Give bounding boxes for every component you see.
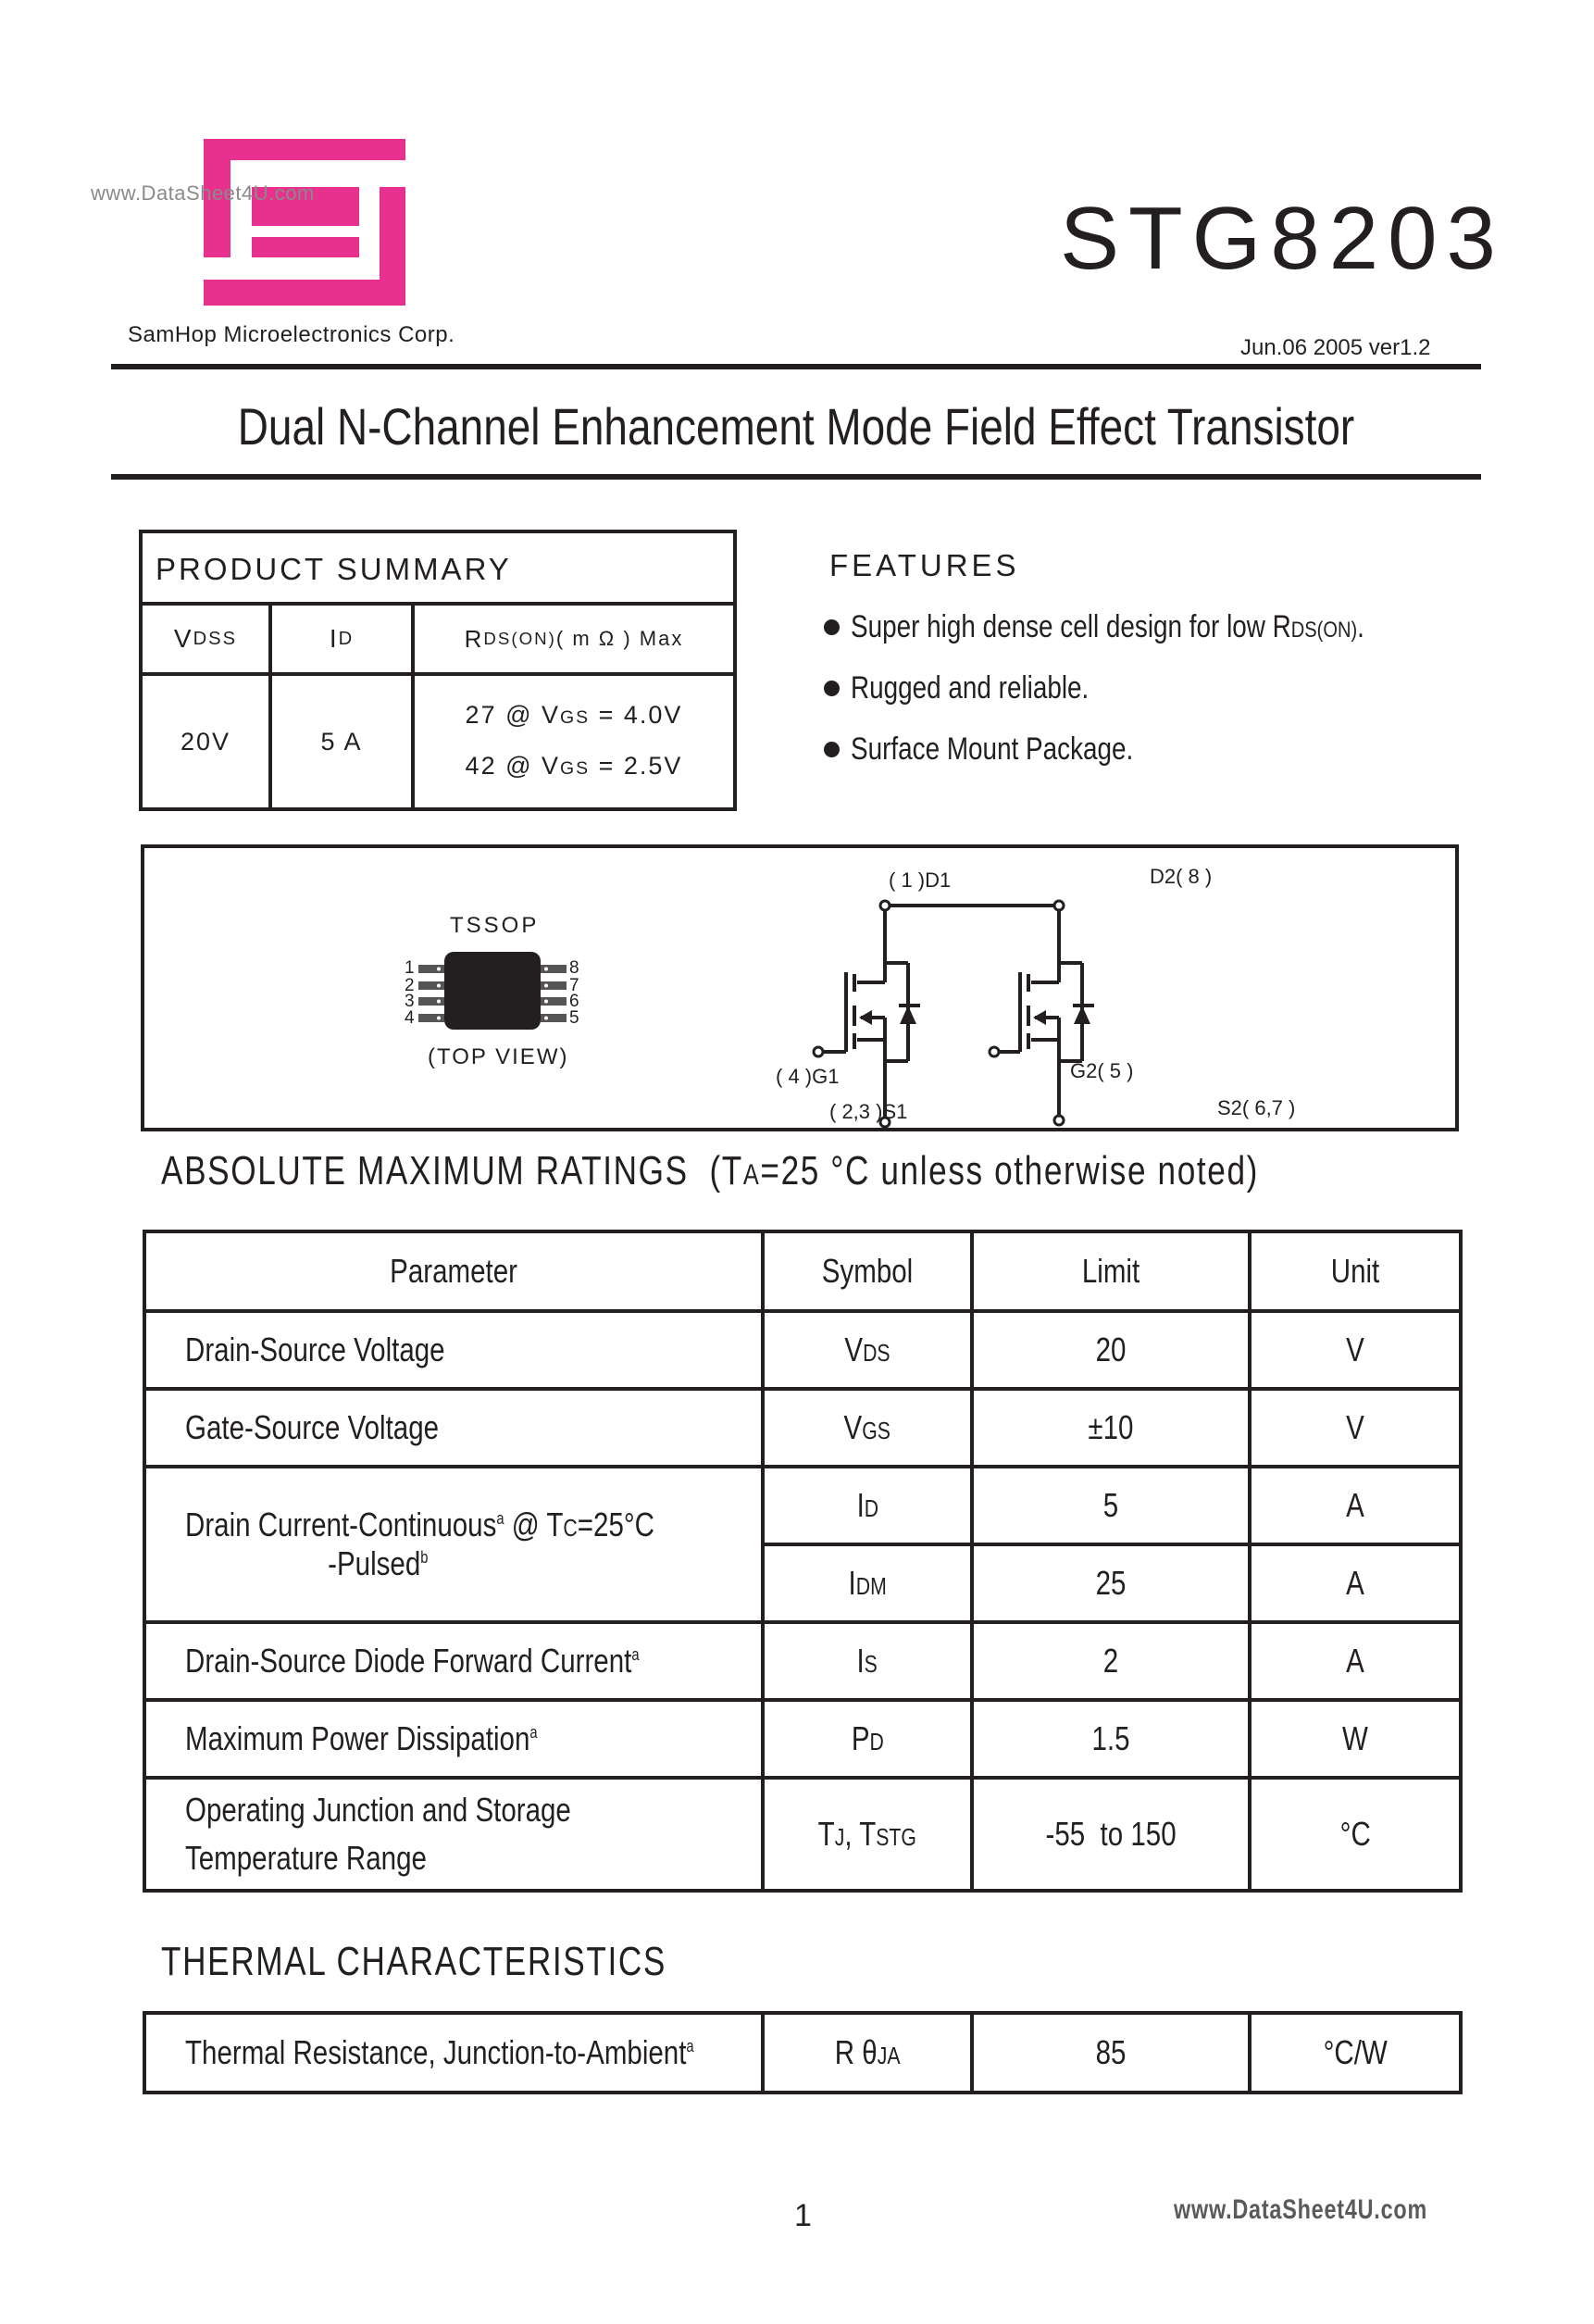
ps-header-rdson-unit: ( m Ω ) Max <box>555 627 684 650</box>
vgs-condition: = 4.0V <box>590 701 683 729</box>
cell-unit: °C <box>1250 1778 1461 1891</box>
header-limit: Limit <box>972 1231 1250 1311</box>
cell-symbol: IS <box>763 1622 972 1700</box>
svg-text:7: 7 <box>569 976 579 995</box>
bullet-icon <box>824 619 840 635</box>
pin-label-s2: S2( 6,7 ) <box>1217 1096 1296 1119</box>
cell-symbol: PD <box>763 1700 972 1778</box>
rdson-value: 42 <box>465 752 497 780</box>
cell-unit: V <box>1250 1389 1461 1467</box>
cell-parameter: Operating Junction and Storage Temperature Range <box>144 1778 763 1891</box>
company-name: SamHop Microelectronics Corp. <box>128 322 455 347</box>
ps-header-rdson-main: R <box>464 624 484 653</box>
document-title: Dual N-Channel Enhancement Mode Field Effect Transistor <box>237 397 1355 456</box>
table-row <box>144 1700 1461 1778</box>
cell-unit: A <box>1250 1622 1461 1700</box>
svg-text:4: 4 <box>405 1008 415 1028</box>
ps-header-vdss-main: V <box>173 624 193 653</box>
cell-symbol: VDS <box>763 1311 972 1389</box>
feature-text: Surface Mount Package. <box>851 731 1134 767</box>
watermark-top[interactable]: www.DataSheet4U.com <box>91 181 315 205</box>
page-number: 1 <box>794 2198 812 2233</box>
pin-label-g1: ( 4 )G1 <box>776 1065 840 1088</box>
cell-limit: 5 <box>972 1467 1250 1544</box>
cell-symbol: IDM <box>763 1544 972 1622</box>
vgs-main: V <box>542 701 561 729</box>
ps-value-rdson <box>415 676 733 807</box>
ps-header-rdson <box>415 606 733 676</box>
header-unit: Unit <box>1250 1231 1461 1311</box>
pin-label-d2: D2( 8 ) <box>1150 865 1213 888</box>
pin-label-g2: G2( 5 ) <box>1070 1059 1134 1082</box>
abs-max-condition-post: =25 °C unless otherwise noted) <box>760 1148 1259 1193</box>
table-header-row <box>144 1231 1461 1311</box>
cell-limit: 2 <box>972 1622 1250 1700</box>
cell-unit: V <box>1250 1311 1461 1389</box>
ps-col-rdson <box>411 606 733 811</box>
header-parameter: Parameter <box>144 1231 763 1311</box>
feature-item <box>824 731 1195 768</box>
abs-max-heading: ABSOLUTE MAXIMUM RATINGS <box>161 1148 689 1193</box>
product-summary-table <box>139 530 737 811</box>
top-rule <box>111 364 1481 369</box>
vgs-main: V <box>542 752 561 780</box>
ps-header-id-sub: D <box>338 628 355 649</box>
pin-label: 1 <box>405 958 415 978</box>
svg-text:2: 2 <box>405 976 415 995</box>
samhop-logo <box>204 139 405 306</box>
rdson-at: @ <box>496 752 542 780</box>
ps-header-vdss-sub: DSS <box>193 628 238 649</box>
cell-limit: -55 to 150 <box>972 1778 1250 1891</box>
thermal-title: THERMAL CHARACTERISTICS <box>161 1939 666 1984</box>
part-number: STG8203 <box>1060 189 1505 288</box>
feature-tail: . <box>1357 609 1364 644</box>
cell-symbol: R θJA <box>763 2013 972 2093</box>
dual-mosfet-schematic <box>755 848 1459 1131</box>
table-row <box>144 2013 1461 2093</box>
cell-unit: A <box>1250 1467 1461 1544</box>
table-row <box>144 1467 1461 1544</box>
watermark-bottom[interactable]: www.DataSheet4U.com <box>1174 2194 1428 2225</box>
rdson-value: 27 <box>465 701 497 729</box>
feature-sub: DS(ON) <box>1290 618 1358 643</box>
cell-parameter: Drain-Source Diode Forward Current$^a$ <box>144 1622 763 1700</box>
table-row <box>144 1622 1461 1700</box>
table-row <box>144 1778 1461 1891</box>
cell-unit: W <box>1250 1700 1461 1778</box>
cell-unit: A <box>1250 1544 1461 1622</box>
rdson-row-2 <box>466 742 683 793</box>
cell-parameter-drain-current: Drain Current-Continuous$^a$ @ TC=25°C -Pulsed$^b$ <box>144 1467 763 1622</box>
header-symbol: Symbol <box>763 1231 972 1311</box>
ps-col-vdss <box>143 606 268 811</box>
cell-symbol: VGS <box>763 1389 972 1467</box>
cell-limit: 20 <box>972 1311 1250 1389</box>
ps-header-id <box>272 606 411 676</box>
pin-label-s1: ( 2,3 )S1 <box>829 1100 908 1123</box>
cell-limit: 1.5 <box>972 1700 1250 1778</box>
revision-date: Jun.06 2005 ver1.2 <box>1240 335 1431 360</box>
feature-item <box>824 609 1477 645</box>
abs-max-title <box>161 1148 1259 1194</box>
svg-text:8: 8 <box>569 958 579 978</box>
abs-max-condition-sub: A <box>742 1157 761 1191</box>
rdson-at: @ <box>496 701 542 729</box>
thermal-characteristics-table <box>143 2011 1463 2094</box>
cell-symbol: TJ, TSTG <box>763 1778 972 1891</box>
cell-limit: ±10 <box>972 1389 1250 1467</box>
ps-vdss-value: 20V <box>180 728 231 756</box>
abs-max-condition: (T <box>709 1148 743 1193</box>
rdson-row-1 <box>466 691 683 742</box>
svg-text:3: 3 <box>405 992 415 1011</box>
ps-value-vdss <box>143 676 268 807</box>
ps-id-value: 5 A <box>320 728 363 756</box>
package-diagram-box <box>141 844 1459 1131</box>
cell-symbol: ID <box>763 1467 972 1544</box>
vgs-condition: = 2.5V <box>590 752 683 780</box>
table-row <box>144 1389 1461 1467</box>
package-view-label: (TOP VIEW) <box>428 1044 569 1069</box>
feature-item <box>824 670 1141 706</box>
ps-header-rdson-sub: DS(ON) <box>483 629 556 648</box>
features-title: FEATURES <box>829 548 1020 582</box>
feature-text: Super high dense cell design for low R <box>851 609 1291 644</box>
vgs-sub: GS <box>560 758 591 779</box>
vgs-sub: GS <box>560 707 591 728</box>
ps-value-id <box>272 676 411 807</box>
package-name: TSSOP <box>450 913 540 938</box>
table-row <box>144 1311 1461 1389</box>
ps-header-vdss <box>143 606 268 676</box>
product-summary-title: PRODUCT SUMMARY <box>143 533 733 606</box>
pin-label-d1: ( 1 )D1 <box>889 868 952 892</box>
ps-header-id-main: I <box>329 624 339 653</box>
feature-text: Rugged and reliable. <box>851 670 1090 706</box>
svg-text:5: 5 <box>569 1008 579 1028</box>
ps-col-id <box>268 606 411 811</box>
cell-parameter: Drain-Source Voltage <box>144 1311 763 1389</box>
tssop-chip-icon <box>391 941 594 1043</box>
bullet-icon <box>824 681 840 696</box>
bullet-icon <box>824 742 840 757</box>
cell-parameter: Gate-Source Voltage <box>144 1389 763 1467</box>
cell-unit: °C/W <box>1250 2013 1461 2093</box>
cell-limit: 85 <box>972 2013 1250 2093</box>
absolute-max-ratings-table <box>143 1230 1463 1893</box>
title-rule <box>111 474 1481 480</box>
cell-limit: 25 <box>972 1544 1250 1622</box>
cell-parameter: Maximum Power Dissipation$^a$ <box>144 1700 763 1778</box>
svg-text:6: 6 <box>569 992 579 1011</box>
cell-parameter: Thermal Resistance, Junction-to-Ambient$^a$ <box>144 2013 763 2093</box>
